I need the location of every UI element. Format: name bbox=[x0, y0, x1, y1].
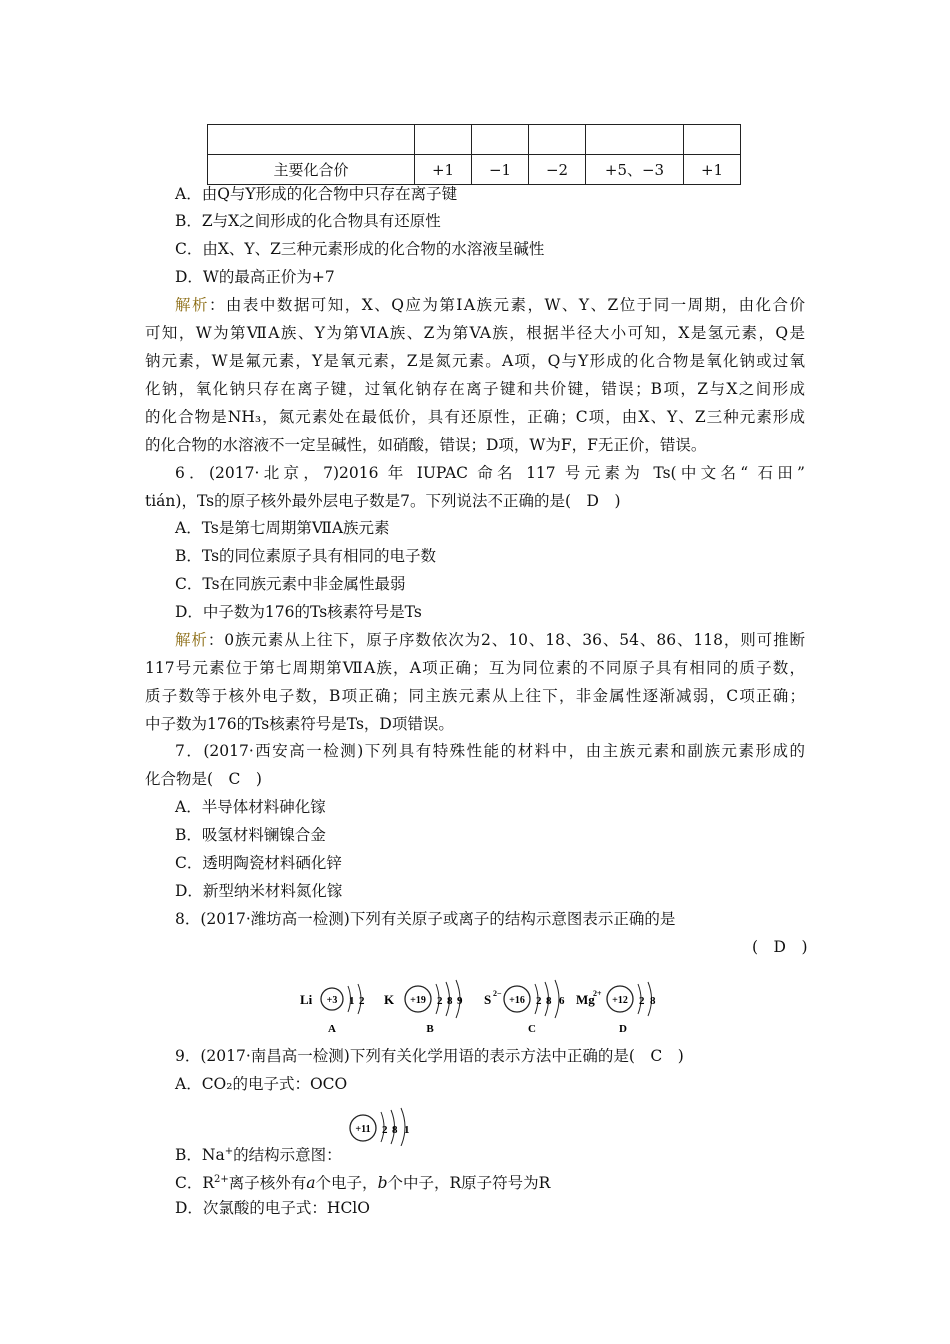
table-row-label: 主要化合价 bbox=[208, 155, 415, 185]
table-cell: +1 bbox=[415, 155, 472, 185]
q5-option-c: C．由X、Y、Z三种元素形成的化合物的水溶液呈碱性 bbox=[175, 240, 545, 258]
analysis-label: 解析 bbox=[175, 631, 208, 649]
q6-stem-line: tián)，Ts的原子核外最外层电子数是7。下列说法不正确的是( D ) bbox=[145, 492, 621, 510]
q5-analysis-line: 可知，W为第ⅦA族、Y为第ⅥA族、Z为第VA族，根据半径大小可知，X是氢元素，Q是 bbox=[145, 324, 805, 342]
diagram-label: D bbox=[619, 1023, 627, 1034]
analysis-label: 解析 bbox=[175, 296, 209, 314]
q8-answer: ( D ) bbox=[752, 938, 808, 956]
q5-analysis-line: 解析：由表中数据可知，X、Q应为第ⅠA族元素，W、Y、Z位于同一周期，由化合价 bbox=[175, 296, 805, 314]
nucleus-charge: +12 bbox=[612, 995, 628, 1006]
q7-option-d: D．新型纳米材料氮化镓 bbox=[175, 882, 343, 900]
atom-diagram-c bbox=[484, 974, 584, 1034]
q5-analysis-line: 化钠，氧化钠只存在离子键，过氧化钠存在离子键和共价键，错误；B项，Z与X之间形成 bbox=[145, 380, 805, 398]
q9-option-b: B．Na+的结构示意图： bbox=[175, 1146, 342, 1164]
atom-diagram-d bbox=[576, 974, 666, 1034]
q9-option-d: D．次氯酸的电子式：HClO bbox=[175, 1199, 370, 1217]
diagram-label: A bbox=[328, 1023, 336, 1034]
q7-option-b: B．吸氢材料镧镍合金 bbox=[175, 826, 326, 844]
element-symbol: Li bbox=[300, 992, 313, 1007]
shell-count: 1 bbox=[404, 1124, 410, 1136]
element-symbol: K bbox=[384, 992, 395, 1007]
shell-count: 8 bbox=[392, 1124, 398, 1136]
q5-option-a: A．由Q与Y形成的化合物中只存在离子键 bbox=[175, 185, 458, 203]
shell-count: 9 bbox=[457, 995, 463, 1007]
table-cell: −1 bbox=[472, 155, 529, 185]
table-cell: +5、−3 bbox=[586, 155, 684, 185]
q5-analysis-line: 的化合物是NH₃，氮元素处在最低价，具有还原性，正确；C项，由X、Y、Z三种元素形成 bbox=[145, 408, 805, 426]
table-row bbox=[208, 125, 741, 155]
atom-diagram-b bbox=[384, 974, 484, 1034]
q8-stem: 8．(2017·潍坊高一检测)下列有关原子或离子的结构示意图表示正确的是 bbox=[175, 910, 676, 928]
nucleus-charge: +19 bbox=[410, 995, 426, 1006]
q6-analysis-line: 解析：0族元素从上往下，原子序数依次为2、10、18、36、54、86、118，则可推断 bbox=[175, 631, 805, 649]
shell-count: 2 bbox=[639, 995, 645, 1007]
table-row bbox=[208, 155, 741, 185]
q6-option-d: D．中子数为176的Ts核素符号是Ts bbox=[175, 603, 422, 621]
diagram-label: B bbox=[426, 1023, 434, 1034]
q7-stem-line: 化合物是( C ) bbox=[145, 770, 262, 788]
nucleus-charge: +3 bbox=[326, 995, 338, 1006]
q6-analysis-line: 117号元素位于第七周期第ⅦA族，A项正确；互为同位素的不同原子具有相同的质子数， bbox=[145, 659, 805, 677]
table-cell: −2 bbox=[529, 155, 586, 185]
q7-option-a: A．半导体材料砷化镓 bbox=[175, 798, 326, 816]
nucleus-charge: +11 bbox=[355, 1124, 371, 1135]
q6-analysis-line: 中子数为176的Ts核素符号是Ts，D项错误。 bbox=[145, 715, 454, 733]
element-symbol: S bbox=[484, 992, 492, 1007]
shell-count: 1 bbox=[349, 995, 355, 1007]
q5-option-b: B．Z与X之间形成的化合物具有还原性 bbox=[175, 212, 441, 230]
atom-diagram-a bbox=[298, 974, 388, 1034]
q9-option-a: A．CO₂的电子式：OCO bbox=[175, 1075, 348, 1093]
element-symbol: Mg bbox=[576, 992, 595, 1007]
ion-charge: 2− bbox=[493, 989, 502, 998]
q7-stem-line: 7．(2017·西安高一检测)下列具有特殊性能的材料中，由主族元素和副族元素形成的 bbox=[175, 742, 805, 760]
shell-count: 2 bbox=[382, 1124, 388, 1136]
table-cell: +1 bbox=[684, 155, 741, 185]
shell-count: 2 bbox=[437, 995, 443, 1007]
q5-analysis-line: 钠元素，W是氟元素，Y是氧元素，Z是氮元素。A项，Q与Y形成的化合物是氧化钠或过氧 bbox=[145, 352, 805, 370]
nucleus-charge: +16 bbox=[509, 995, 525, 1006]
q6-stem-line: 6．(2017·北京，7)2016 年 IUPAC 命名 117 号元素为 Ts(中文名“ 石田” bbox=[175, 464, 805, 482]
shell-count: 2 bbox=[536, 995, 542, 1007]
ion-charge: 2+ bbox=[593, 989, 602, 998]
q9-option-c: C．$R^{2+}$离子核外有a个电子，b个中子，R原子符号为R bbox=[175, 1174, 551, 1192]
q6-option-c: C．Ts在同族元素中非金属性最弱 bbox=[175, 575, 406, 593]
shell-count: 2 bbox=[359, 995, 365, 1007]
shell-count: 8 bbox=[546, 995, 552, 1007]
q5-option-d: D．W的最高正价为+7 bbox=[175, 268, 335, 286]
diagram-label: C bbox=[528, 1023, 536, 1034]
q6-option-b: B．Ts的同位素原子具有相同的电子数 bbox=[175, 547, 437, 565]
valence-table bbox=[207, 124, 741, 185]
sodium-ion-diagram bbox=[344, 1100, 424, 1146]
shell-count: 6 bbox=[559, 995, 565, 1007]
q6-option-a: A．Ts是第七周期第ⅦA族元素 bbox=[175, 519, 390, 537]
shell-count: 8 bbox=[650, 995, 656, 1007]
shell-count: 8 bbox=[447, 995, 453, 1007]
q5-analysis-line: 的化合物的水溶液不一定呈碱性，如硝酸，错误；D项，W为F，F无正价，错误。 bbox=[145, 436, 707, 454]
q6-analysis-line: 质子数等于核外电子数，B项正确；同主族元素从上往下，非金属性逐渐减弱，C项正确； bbox=[145, 687, 805, 705]
q9-stem: 9．(2017·南昌高一检测)下列有关化学用语的表示方法中正确的是( C ) bbox=[175, 1047, 684, 1065]
q7-option-c: C．透明陶瓷材料硒化锌 bbox=[175, 854, 342, 872]
